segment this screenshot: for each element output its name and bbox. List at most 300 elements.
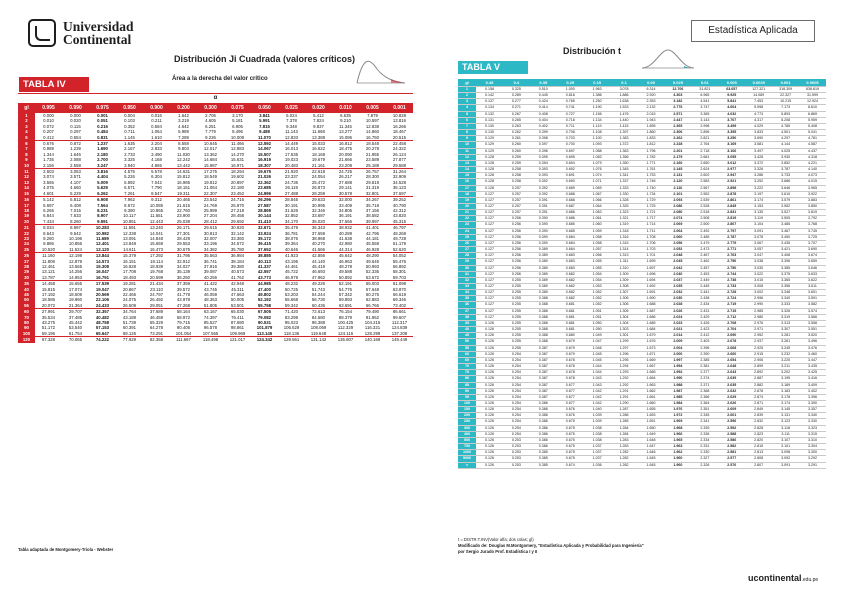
t-value-cell: 0.675 <box>557 431 584 437</box>
chi-value-cell: 14.573 <box>95 258 110 264</box>
t-distribution-title: Distribución t <box>563 46 621 56</box>
chi-value-cell: 7.564 <box>97 202 108 208</box>
t-value-cell: 0.685 <box>557 222 584 228</box>
t-value-cell: 0.393 <box>530 167 557 173</box>
t-value-cell: 1.250 <box>584 99 611 105</box>
chi-value-cell: 124.839 <box>391 325 408 331</box>
chi-gl-cell: 21 <box>18 225 35 231</box>
t-value-cell: 2.045 <box>664 259 691 265</box>
chi-gl-cell: 100 <box>18 331 35 337</box>
t-value-cell: 0.703 <box>557 136 584 142</box>
t-gl-cell: 1 <box>458 87 476 93</box>
chi-value-cell: 112.329 <box>337 325 354 331</box>
chi-value-cell: 4.575 <box>124 169 135 175</box>
chi-value-cell: 30.920 <box>230 225 245 231</box>
t-value-cell: 1.645 <box>638 456 665 462</box>
t-value-cell: 3.496 <box>799 339 826 345</box>
t-value-cell: 3.197 <box>745 191 772 197</box>
chi-value-cell: 12.443 <box>143 219 170 225</box>
chi-value-cell: 74.222 <box>95 337 110 343</box>
chi-value-cell: 45.315 <box>386 219 413 225</box>
t-value-cell: 0.126 <box>476 345 503 351</box>
t-value-cell: 3.733 <box>772 173 799 179</box>
chi-value-cell: 29.141 <box>338 185 353 191</box>
t-value-cell: 1.037 <box>584 450 611 456</box>
t-value-cell: 3.178 <box>772 394 799 400</box>
chi-value-cell: 32.912 <box>176 258 191 264</box>
chi-value-cell: 20.897 <box>230 179 245 185</box>
t-value-cell: 2.030 <box>664 296 691 302</box>
t-value-cell: 3.460 <box>799 351 826 357</box>
t-gl-cell: 17 <box>458 185 476 191</box>
chi-value-cell: 0.484 <box>97 129 108 135</box>
t-value-cell: 1.290 <box>611 400 638 406</box>
chi-value-cell: 54.244 <box>311 292 326 297</box>
chi-value-cell: 65.647 <box>89 331 116 337</box>
t-value-cell: 1.860 <box>638 130 665 136</box>
t-value-cell: 1.886 <box>611 93 638 99</box>
chi-value-cell: 59.342 <box>278 303 305 309</box>
chi-value-cell: 11.466 <box>231 141 244 147</box>
chi-value-cell: 14.067 <box>257 146 272 152</box>
course-label: Estadística Aplicada <box>691 20 815 42</box>
t-value-cell: 1.667 <box>638 364 665 370</box>
t-value-cell: 1.684 <box>638 327 665 333</box>
chi-value-cell: 1.610 <box>143 135 170 141</box>
chi-value-cell: 10.196 <box>68 235 83 241</box>
t-value-cell: 1.812 <box>638 142 665 148</box>
t-value-cell: 0.126 <box>476 364 503 370</box>
chi-value-cell: 14.860 <box>365 129 380 135</box>
chi-value-cell: 11.808 <box>42 258 55 264</box>
t-value-cell: 3.067 <box>745 240 772 246</box>
t-value-cell: 2.345 <box>691 413 718 419</box>
t-value-cell: 0.137 <box>476 99 503 105</box>
t-value-cell: 0.127 <box>476 247 503 253</box>
t-value-cell: 1.533 <box>611 105 638 111</box>
chi-value-cell: 14.270 <box>230 151 245 157</box>
chi-value-cell: 19.679 <box>311 157 326 163</box>
t-value-cell: 0.387 <box>530 382 557 388</box>
t-value-cell: 0.711 <box>557 123 584 129</box>
chi-value-cell: 17.192 <box>41 292 56 297</box>
t-gl-cell: 33 <box>458 284 476 290</box>
t-value-cell: 2.807 <box>745 462 772 468</box>
t-value-cell: 2.132 <box>638 105 665 111</box>
chi-value-cell: 13.240 <box>149 225 164 231</box>
t-value-cell: 0.127 <box>476 222 503 228</box>
t-value-cell: 3.622 <box>799 277 826 283</box>
t-value-cell: 3.372 <box>745 160 772 166</box>
chi-value-cell: 20.569 <box>95 292 110 297</box>
t-value-cell: 0.255 <box>503 327 530 333</box>
chi-value-cell: 39.252 <box>392 197 407 203</box>
university-logo <box>28 18 146 48</box>
t-value-cell: 2.878 <box>745 388 772 394</box>
chi-value-cell: 96.578 <box>203 325 218 331</box>
chi-gl-header: gl <box>18 104 35 113</box>
t-value-cell: 1.753 <box>638 173 665 179</box>
chi-value-cell: 7.790 <box>151 185 162 191</box>
t-value-cell: 0.289 <box>503 93 530 99</box>
chi-gl-cell: 1 <box>18 113 35 118</box>
chi-value-cell: 40.573 <box>230 269 245 275</box>
t-value-cell: 0.389 <box>530 277 557 283</box>
t-gl-cell: 2 <box>458 93 476 99</box>
t-value-cell: 0.391 <box>530 203 557 209</box>
t-value-cell: 3.591 <box>799 296 826 302</box>
t-value-cell: 0.695 <box>557 154 584 160</box>
t-value-cell: 2.385 <box>691 357 718 363</box>
t-footnote-author: por Sergio Jurado Prof. Estadística I y II <box>458 549 538 554</box>
chi-value-cell: 38.184 <box>230 258 245 264</box>
chi-alpha-header: 0.010 <box>332 104 359 113</box>
chi-value-cell: 77.929 <box>122 337 137 343</box>
t-value-cell: 4.144 <box>772 142 799 148</box>
chi-value-cell: 39.997 <box>359 219 386 225</box>
t-gl-cell: 20 <box>458 203 476 209</box>
t-value-cell: 3.375 <box>772 271 799 277</box>
t-value-cell: 0.387 <box>530 370 557 376</box>
t-value-cell: 2.592 <box>718 425 745 431</box>
t-value-cell: 3.428 <box>745 154 772 160</box>
t-value-cell: 1.282 <box>611 462 638 468</box>
t-gl-header: gl <box>458 79 476 87</box>
chi-value-cell: 14.449 <box>284 141 299 147</box>
chi-gl-cell: 9 <box>18 157 35 162</box>
t-value-cell: 0.675 <box>557 425 584 431</box>
chi-value-cell: 19.281 <box>122 281 137 287</box>
t-value-cell: 1.305 <box>611 308 638 314</box>
chi-gl-cell: 24 <box>18 241 35 246</box>
chi-alpha-header: 0.001 <box>386 104 413 113</box>
t-value-cell: 1.679 <box>638 333 665 339</box>
t-value-cell: 1.301 <box>611 333 638 339</box>
chi-value-cell: 48.290 <box>365 253 380 259</box>
chi-value-cell: 31.319 <box>365 185 380 191</box>
chi-value-cell: 91.952 <box>365 314 380 320</box>
t-value-cell: 4.317 <box>745 117 772 123</box>
t-value-cell: 2.026 <box>664 308 691 314</box>
chi-value-cell: 41.762 <box>224 275 251 281</box>
chi-value-cell: 0.989 <box>43 146 54 152</box>
t-value-cell: 1.771 <box>638 160 665 166</box>
t-value-cell: 2.878 <box>718 191 745 197</box>
t-value-cell: 2.371 <box>691 382 718 388</box>
t-value-cell: 2.004 <box>664 345 691 351</box>
chi-value-cell: 0.051 <box>97 118 108 124</box>
t-value-cell: 0.424 <box>530 99 557 105</box>
t-value-cell: 2.331 <box>691 444 718 450</box>
chi-gl-cell: 80 <box>18 320 35 325</box>
t-value-cell: 0.690 <box>557 179 584 185</box>
t-table-wrap <box>458 79 826 469</box>
t-value-cell: 5.408 <box>799 123 826 129</box>
t-value-cell: 0.718 <box>557 117 584 123</box>
chi-value-cell: 7.042 <box>151 179 162 185</box>
chi-value-cell: 11.345 <box>339 123 352 129</box>
t-value-cell: 2.581 <box>718 450 745 456</box>
chi-value-cell: 0.711 <box>124 129 135 135</box>
t-value-cell: 2.390 <box>691 351 718 357</box>
t-value-cell: 1.415 <box>611 123 638 129</box>
chi-value-cell: 5.892 <box>124 179 135 185</box>
chi-value-cell: 29.051 <box>143 303 170 309</box>
t-value-cell: 636.619 <box>799 87 826 93</box>
chi-value-cell: 3.841 <box>259 113 270 118</box>
t-value-cell: 0.261 <box>503 136 530 142</box>
chi-value-cell: 13.120 <box>89 247 116 253</box>
chi-value-cell: 9.390 <box>124 207 135 213</box>
t-value-cell: 1.060 <box>584 222 611 228</box>
t-alpha-header: 0.4 <box>503 79 530 87</box>
chi-value-cell: 29.707 <box>68 309 83 315</box>
chi-value-cell: 55.329 <box>149 320 164 326</box>
t-value-cell: 1.043 <box>584 382 611 388</box>
t-value-cell: 0.395 <box>530 154 557 160</box>
t-value-cell: 1.047 <box>584 339 611 345</box>
chi-value-cell: 37.916 <box>203 263 218 269</box>
t-value-cell: 0.387 <box>530 351 557 357</box>
t-value-cell: 0.408 <box>530 111 557 117</box>
chi-value-cell: 4.404 <box>97 174 108 180</box>
t-value-cell: 4.773 <box>745 111 772 117</box>
t-value-cell: 3.348 <box>772 290 799 296</box>
t-value-cell: 1.037 <box>584 444 611 450</box>
chi-value-cell: 69.126 <box>116 331 143 337</box>
t-value-cell: 4.221 <box>799 160 826 166</box>
chi-value-cell: 73.402 <box>386 303 413 309</box>
t-value-cell: 1.687 <box>638 308 665 314</box>
t-value-cell: 5.041 <box>799 130 826 136</box>
t-value-cell: 3.574 <box>799 308 826 314</box>
t-value-cell: 1.083 <box>584 154 611 160</box>
chi-value-cell: 1.635 <box>124 141 135 147</box>
t-alpha-header: 0.1 <box>611 79 638 87</box>
chi-table-body <box>18 113 413 343</box>
t-value-cell: 1.054 <box>584 271 611 277</box>
t-gl-cell: 5 <box>458 111 476 117</box>
chi-value-cell: 39.087 <box>203 269 218 275</box>
chi-value-cell: 5.024 <box>286 113 297 118</box>
t-value-cell: 2.577 <box>718 456 745 462</box>
t-value-cell: 2.035 <box>664 284 691 290</box>
chi-value-cell: 20.278 <box>365 146 380 152</box>
t-value-cell: 0.256 <box>503 253 530 259</box>
t-value-cell: 1.740 <box>638 185 665 191</box>
chi-value-cell: 16.750 <box>359 135 386 141</box>
t-value-cell: 0.389 <box>530 284 557 290</box>
brand-footer <box>748 573 818 583</box>
t-gl-cell: 19 <box>458 197 476 203</box>
t-value-cell: 0.126 <box>476 444 503 450</box>
chi-value-cell: 23.110 <box>150 286 163 292</box>
t-value-cell: 3.145 <box>772 407 799 413</box>
t-value-cell: 0.389 <box>530 247 557 253</box>
chi-value-cell: 18.586 <box>41 297 56 303</box>
t-value-cell: 3.250 <box>718 136 745 142</box>
t-value-cell: 1.055 <box>584 265 611 271</box>
t-value-cell: 0.386 <box>530 419 557 425</box>
t-value-cell: 1.313 <box>611 253 638 259</box>
t-value-cell: 6.314 <box>638 87 665 93</box>
chi-value-cell: 32.357 <box>95 309 110 315</box>
t-value-cell: 0.255 <box>503 277 530 283</box>
chi-value-cell: 3.325 <box>124 157 135 163</box>
t-value-cell: 0.257 <box>503 197 530 203</box>
chi-value-cell: 0.216 <box>97 123 108 129</box>
chi-value-cell: 8.260 <box>62 219 89 225</box>
t-value-cell: 3.385 <box>772 265 799 271</box>
t-value-cell: 3.104 <box>745 222 772 228</box>
chi-value-cell: 49.802 <box>257 292 272 297</box>
chi-value-cell: 22.106 <box>95 297 110 303</box>
chi-value-cell: 30.144 <box>257 213 272 219</box>
t-gl-cell: 3 <box>458 99 476 105</box>
t-value-cell: 1.691 <box>638 290 665 296</box>
chi-value-cell: 9.210 <box>340 118 351 124</box>
t-value-cell: 0.260 <box>503 142 530 148</box>
t-value-cell: 0.684 <box>557 234 584 240</box>
t-value-cell: 1.067 <box>584 191 611 197</box>
chi-value-cell: 51.739 <box>122 320 137 326</box>
t-value-cell: 1.650 <box>638 425 665 431</box>
chi-value-cell: 35.172 <box>257 235 272 241</box>
chi-value-cell: 44.461 <box>284 263 299 269</box>
t-value-cell: 0.253 <box>503 437 530 443</box>
chi-value-cell: 14.953 <box>62 275 89 281</box>
chi-value-cell: 76.411 <box>231 314 244 320</box>
chi-value-cell: 20.483 <box>278 163 305 169</box>
chi-value-cell: 19.311 <box>170 191 197 197</box>
chi-value-cell: 37.697 <box>386 191 413 197</box>
chi-gl-cell: 27 <box>18 259 35 264</box>
t-alpha-header: 0.001 <box>772 79 799 87</box>
t-value-cell: 1.044 <box>584 364 611 370</box>
chi-value-cell: 74.397 <box>203 314 218 320</box>
chi-value-cell: 0.831 <box>89 135 116 141</box>
t-value-cell: 1.701 <box>638 253 665 259</box>
chi-value-cell: 37.566 <box>332 219 359 225</box>
t-value-cell: 0.277 <box>503 99 530 105</box>
t-gl-cell: 500 <box>458 437 476 443</box>
chi-value-cell: 79.082 <box>257 314 272 320</box>
t-value-cell: 0.255 <box>503 296 530 302</box>
chi-value-cell: 56.892 <box>392 263 407 269</box>
t-value-cell: 1.039 <box>584 419 611 425</box>
chi-value-cell: 131.142 <box>310 337 327 343</box>
t-value-cell: 1.782 <box>638 154 665 160</box>
chi-value-cell: 10.117 <box>123 213 136 219</box>
t-value-cell: 3.409 <box>799 382 826 388</box>
t-value-cell: 2.654 <box>718 357 745 363</box>
t-value-cell: 1.976 <box>664 407 691 413</box>
logo-mark-icon <box>28 19 56 47</box>
t-value-cell: 0.127 <box>476 296 503 302</box>
t-value-cell: 2.457 <box>691 265 718 271</box>
t-value-cell: 2.423 <box>691 327 718 333</box>
t-value-cell: 0.387 <box>530 364 557 370</box>
t-value-cell: 2.009 <box>664 339 691 345</box>
chi-value-cell: 46.928 <box>359 247 386 253</box>
t-value-cell: 0.391 <box>530 197 557 203</box>
t-value-cell: 6.869 <box>799 111 826 117</box>
chi-value-cell: 79.715 <box>176 320 191 326</box>
t-value-cell: 1.645 <box>638 462 665 468</box>
t-value-cell: 2.445 <box>691 284 718 290</box>
chi-value-cell: 45.642 <box>338 253 353 259</box>
chi-value-cell: 113.145 <box>251 331 278 337</box>
chi-value-cell: 4.107 <box>70 179 81 185</box>
chi-value-cell: 29.553 <box>176 241 191 247</box>
chi-value-cell: 47.962 <box>305 275 332 281</box>
t-value-cell: 1.156 <box>584 111 611 117</box>
chi-value-cell: 61.098 <box>392 281 407 287</box>
t-value-cell: 2.787 <box>718 234 745 240</box>
chi-value-cell: 5.226 <box>124 174 135 180</box>
t-value-cell: 2.064 <box>664 228 691 234</box>
t-value-cell: 2.447 <box>664 117 691 123</box>
chi-value-cell: 101.054 <box>170 331 197 337</box>
t-value-cell: 2.120 <box>664 179 691 185</box>
chi-value-cell: 10.645 <box>203 141 218 147</box>
t-value-cell: 1.960 <box>664 462 691 468</box>
chi-value-cell: 87.680 <box>230 320 245 326</box>
t-value-cell: 3.310 <box>799 437 826 443</box>
chi-value-cell: 32.801 <box>359 191 386 197</box>
t-value-cell: 31.821 <box>691 87 718 93</box>
chi-value-cell: 45.442 <box>68 320 83 326</box>
t-gl-cell: 37 <box>458 308 476 314</box>
chi-value-cell: 4.601 <box>35 191 62 197</box>
chi-value-cell: 31.410 <box>251 219 278 225</box>
t-value-cell: 0.126 <box>476 376 503 382</box>
t-value-cell: 2.921 <box>718 179 745 185</box>
t-value-cell: 1.665 <box>638 370 665 376</box>
chi-value-cell: 43.188 <box>122 314 137 320</box>
chi-value-cell: 70.065 <box>68 337 83 343</box>
t-value-cell: 1.050 <box>584 320 611 326</box>
chi-value-cell: 5.812 <box>70 197 81 203</box>
t-value-cell: 1.291 <box>611 388 638 394</box>
t-value-cell: 1.356 <box>611 154 638 160</box>
chi-value-cell: 3.219 <box>178 118 189 124</box>
t-value-cell: 2.567 <box>691 185 718 191</box>
t-value-cell: 3.707 <box>718 117 745 123</box>
chi-value-cell: 7.879 <box>367 113 378 118</box>
t-gl-cell: 24 <box>458 228 476 234</box>
t-value-cell: 0.126 <box>476 450 503 456</box>
t-value-cell: 3.106 <box>718 148 745 154</box>
chi-value-cell: 37.156 <box>365 207 380 213</box>
chi-value-cell: 42.796 <box>365 230 380 236</box>
t-value-cell: 0.257 <box>503 191 530 197</box>
t-value-cell: 2.925 <box>745 345 772 351</box>
chi-value-cell: 43.745 <box>203 286 218 292</box>
chi-value-cell: 18.151 <box>176 185 191 191</box>
chi-value-cell: 0.103 <box>124 118 135 124</box>
chi-value-cell: 36.741 <box>203 258 218 264</box>
chi-value-cell: 50.993 <box>365 263 380 269</box>
t-value-cell: 2.718 <box>691 148 718 154</box>
t-alpha-header: 0.005 <box>718 79 745 87</box>
chi-value-cell: 42.557 <box>257 269 272 275</box>
chi-value-cell: 17.275 <box>203 169 218 175</box>
t-value-cell: 4.025 <box>772 148 799 154</box>
t-value-cell: 2.262 <box>664 136 691 142</box>
chi-value-cell: 24.736 <box>284 179 299 185</box>
t-value-cell: 2.339 <box>691 425 718 431</box>
